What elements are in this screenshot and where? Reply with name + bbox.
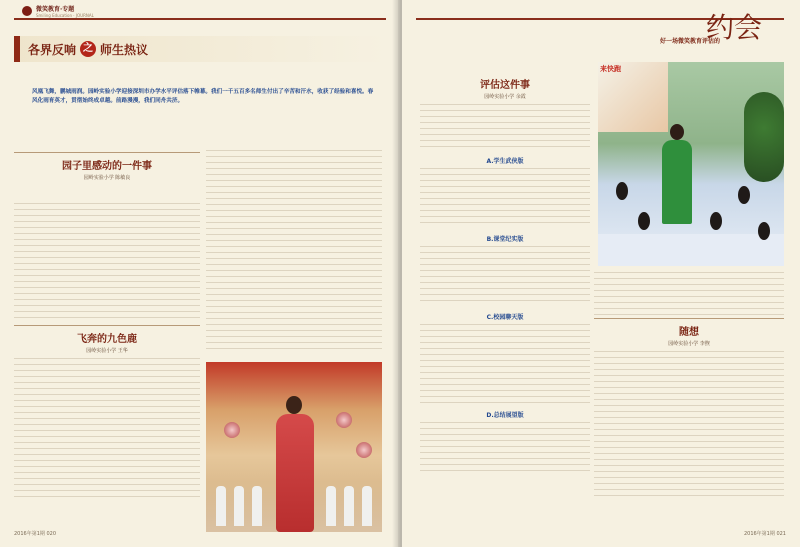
article-title-1: 园子里感动的一件事: [62, 161, 152, 172]
article-byline-4: 园岭实验小学 李煦: [668, 341, 710, 347]
body-text-block: [420, 104, 590, 150]
child-figure: [344, 486, 354, 526]
magazine-name: 微笑教育·专题: [36, 6, 75, 13]
child-figure: [252, 486, 262, 526]
teacher-figure: [662, 124, 692, 224]
child-figure: [234, 486, 244, 526]
performance-photo: [206, 362, 382, 532]
heading-marker: [14, 36, 20, 62]
singer-figure: [276, 396, 314, 532]
article-rule: [594, 318, 784, 319]
body-text-block: [14, 358, 200, 498]
flower-decoration: [356, 442, 372, 458]
subsection-c: C.校园聊天版: [486, 314, 524, 321]
right-page: [402, 0, 800, 547]
child-figure: [326, 486, 336, 526]
article-byline-2: 园岭实验小学 王华: [86, 348, 128, 354]
article-title-3: 评估这件事: [480, 80, 530, 91]
body-text-block: [594, 272, 784, 316]
body-text-block: [420, 246, 590, 306]
desk-row: [598, 234, 784, 266]
child-figure: [362, 486, 372, 526]
flower-decoration: [336, 412, 352, 428]
article-title-2: 飞奔的九色鹿: [77, 334, 137, 345]
teacher-head: [670, 124, 684, 140]
page-footer-left: 2016年第1期 020: [14, 531, 57, 537]
section-heading: [14, 36, 386, 62]
page-footer-right: 2016年第1期 021: [743, 531, 786, 537]
heading-part-1: 各界反响: [28, 42, 77, 57]
poster-text: 来快跑: [600, 65, 621, 73]
corner-char: 约会: [706, 11, 763, 44]
magazine-header: [22, 4, 94, 18]
singer-head: [286, 396, 302, 414]
article-rule: [14, 152, 200, 153]
article-byline-1: 园岭实验小学 陈敏良: [83, 175, 131, 181]
subsection-a: A.学生武侠版: [486, 158, 524, 165]
student-figure: [710, 212, 722, 230]
student-figure: [738, 186, 750, 204]
body-text-block: [420, 324, 590, 404]
magazine-subtitle: Smiling Education · JOURNAL: [36, 13, 94, 18]
student-figure: [616, 182, 628, 200]
right-column-c: [420, 72, 590, 472]
singer-dress: [276, 414, 314, 532]
body-text-block: [206, 150, 382, 350]
logo-icon: [22, 6, 32, 16]
body-text: [14, 194, 200, 200]
classroom-photo: [598, 62, 784, 266]
left-column-b: [206, 150, 382, 350]
right-column-d: [594, 272, 784, 501]
body-text-block: [420, 422, 590, 472]
student-figure: [758, 222, 770, 240]
plant-decoration: [744, 92, 784, 182]
flower-decoration: [224, 422, 240, 438]
article-byline-3: 园岭实验小学 余霞: [484, 94, 526, 100]
teacher-body: [662, 140, 692, 224]
left-column-a: [14, 150, 200, 498]
intro-paragraph: 风凰飞舞，鹏城雨润。园岭实验小学迎接深圳市办学水平评估落下帷幕。我们一千五百多名师生付出了辛苦和汗水，收获了经验和喜悦。春风化雨育英才，贯彻始终成卓越。前路漫漫，我们同舟共济。: [32, 89, 374, 104]
heading-connector: 之: [80, 41, 96, 57]
student-figure: [638, 212, 650, 230]
corner-title: 好一场微笑教育评估的: [660, 38, 721, 45]
body-text-block: [14, 203, 200, 323]
body-text-block: [594, 351, 784, 501]
article-title-4: 随想: [679, 327, 699, 338]
left-page: [0, 0, 398, 547]
subsection-d: D.总结展望版: [486, 412, 524, 419]
body-text-block: [420, 168, 590, 228]
header-rule: [14, 18, 386, 20]
poster: [598, 62, 668, 132]
body-text: [14, 185, 200, 191]
subsection-b: B.课堂纪实版: [486, 236, 524, 243]
article-rule: [14, 325, 200, 326]
child-figure: [216, 486, 226, 526]
heading-part-2: 师生热议: [100, 42, 149, 57]
